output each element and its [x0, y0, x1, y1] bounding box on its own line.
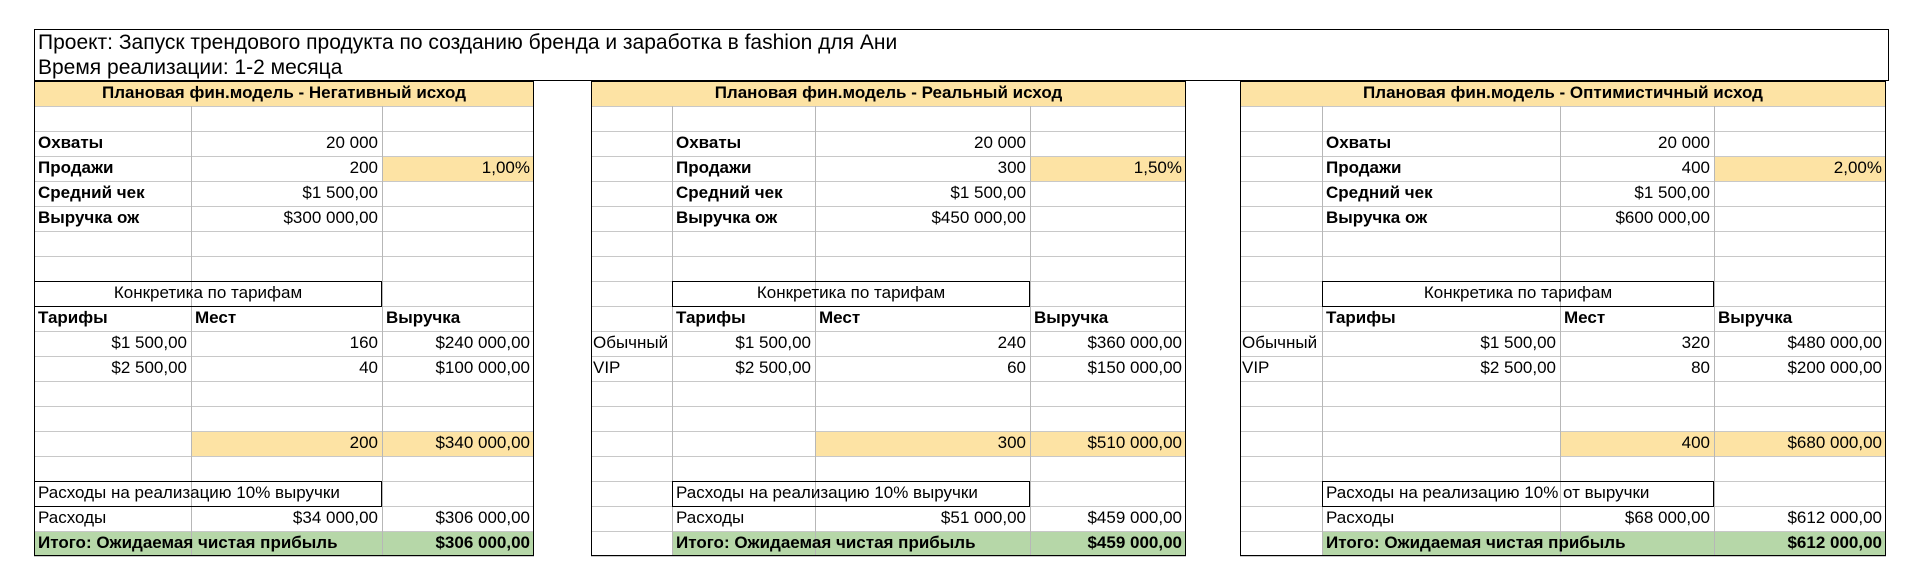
tariff-price[interactable]: $2 500,00: [1480, 358, 1556, 377]
tariffs-box-label[interactable]: Конкретика по тарифам: [756, 283, 946, 302]
col-header-seats[interactable]: Мест: [195, 308, 237, 327]
metric-label-revenue-exp[interactable]: Выручка ож: [676, 208, 778, 227]
after-expenses-value[interactable]: $306 000,00: [435, 508, 530, 527]
metric-value-revenue-exp[interactable]: $300 000,00: [283, 208, 378, 227]
total-seats[interactable]: 300: [997, 433, 1026, 452]
metric-value-sales[interactable]: 300: [997, 158, 1026, 177]
tariffs-box-label[interactable]: Конкретика по тарифам: [1423, 283, 1613, 302]
tariff-seats[interactable]: 240: [997, 333, 1026, 352]
metric-label-reach[interactable]: Охваты: [1326, 133, 1392, 152]
metric-label-reach[interactable]: Охваты: [676, 133, 742, 152]
profit-value[interactable]: $459 000,00: [1087, 533, 1182, 552]
col-header-tariffs[interactable]: Тарифы: [38, 308, 108, 327]
col-header-seats[interactable]: Мест: [1564, 308, 1606, 327]
profit-label[interactable]: Итого: Ожидаемая чистая прибыль: [1326, 533, 1626, 552]
total-seats[interactable]: 200: [349, 433, 378, 452]
metric-value-sales[interactable]: 400: [1681, 158, 1710, 177]
total-revenue[interactable]: $680 000,00: [1787, 433, 1882, 452]
total-seats[interactable]: 400: [1681, 433, 1710, 452]
tariff-name[interactable]: Обычный: [593, 333, 669, 352]
expenses-label[interactable]: Расходы: [676, 508, 745, 527]
metric-label-revenue-exp[interactable]: Выручка ож: [1326, 208, 1428, 227]
profit-label[interactable]: Итого: Ожидаемая чистая прибыль: [676, 533, 976, 552]
expenses-value[interactable]: $51 000,00: [940, 508, 1026, 527]
panel-header[interactable]: Плановая фин.модель - Негативный исход: [102, 83, 466, 102]
profit-value[interactable]: $306 000,00: [435, 533, 530, 552]
panel-header[interactable]: Плановая фин.модель - Оптимистичный исход: [1363, 83, 1763, 102]
col-header-tariffs[interactable]: Тарифы: [1326, 308, 1396, 327]
tariff-revenue[interactable]: $150 000,00: [1087, 358, 1182, 377]
total-revenue[interactable]: $340 000,00: [435, 433, 530, 452]
panel-header[interactable]: Плановая фин.модель - Реальный исход: [714, 83, 1063, 102]
tariff-price[interactable]: $1 500,00: [735, 333, 811, 352]
tariff-revenue[interactable]: $240 000,00: [435, 333, 530, 352]
metric-value-sales[interactable]: 200: [349, 158, 378, 177]
col-header-seats[interactable]: Мест: [819, 308, 861, 327]
tariff-seats[interactable]: 80: [1691, 358, 1710, 377]
after-expenses-value[interactable]: $612 000,00: [1787, 508, 1882, 527]
tariff-seats[interactable]: 320: [1681, 333, 1710, 352]
conversion-rate[interactable]: 2,00%: [1833, 158, 1882, 177]
grid-row-line: [34, 556, 534, 557]
tariff-revenue[interactable]: $480 000,00: [1787, 333, 1882, 352]
grid-row-line: [591, 556, 1186, 557]
expenses-box-label[interactable]: Расходы на реализацию 10% от выручки: [1326, 483, 1650, 502]
col-header-revenue[interactable]: Выручка: [1034, 308, 1109, 327]
project-title[interactable]: Проект: Запуск трендового продукта по созданию бренда и заработка в fashion для Ани: [38, 31, 898, 54]
tariff-name[interactable]: VIP: [593, 358, 621, 377]
col-header-revenue[interactable]: Выручка: [386, 308, 461, 327]
tariff-seats[interactable]: 60: [1007, 358, 1026, 377]
col-header-tariffs[interactable]: Тарифы: [676, 308, 746, 327]
metric-label-sales[interactable]: Продажи: [676, 158, 752, 177]
metric-label-avg-check[interactable]: Средний чек: [1326, 183, 1433, 202]
metric-value-avg-check[interactable]: $1 500,00: [1634, 183, 1710, 202]
expenses-value[interactable]: $34 000,00: [292, 508, 378, 527]
metric-value-avg-check[interactable]: $1 500,00: [950, 183, 1026, 202]
expenses-label[interactable]: Расходы: [1326, 508, 1395, 527]
expenses-value[interactable]: $68 000,00: [1624, 508, 1710, 527]
total-revenue[interactable]: $510 000,00: [1087, 433, 1182, 452]
tariff-price[interactable]: $1 500,00: [111, 333, 187, 352]
tariff-name[interactable]: VIP: [1242, 358, 1270, 377]
tariff-price[interactable]: $1 500,00: [1480, 333, 1556, 352]
tariffs-box-label[interactable]: Конкретика по тарифам: [113, 283, 303, 302]
metric-value-revenue-exp[interactable]: $600 000,00: [1615, 208, 1710, 227]
metric-label-sales[interactable]: Продажи: [38, 158, 114, 177]
grid-row-line: [1240, 556, 1886, 557]
col-header-revenue[interactable]: Выручка: [1718, 308, 1793, 327]
tariff-revenue[interactable]: $100 000,00: [435, 358, 530, 377]
profit-label[interactable]: Итого: Ожидаемая чистая прибыль: [38, 533, 338, 552]
tariff-revenue[interactable]: $200 000,00: [1787, 358, 1882, 377]
tariff-revenue[interactable]: $360 000,00: [1087, 333, 1182, 352]
expenses-box-label[interactable]: Расходы на реализацию 10% выручки: [38, 483, 340, 502]
metric-value-reach[interactable]: 20 000: [1658, 133, 1710, 152]
metric-value-reach[interactable]: 20 000: [974, 133, 1026, 152]
metric-value-avg-check[interactable]: $1 500,00: [302, 183, 378, 202]
metric-label-sales[interactable]: Продажи: [1326, 158, 1402, 177]
tariff-name[interactable]: Обычный: [1242, 333, 1318, 352]
tariff-price[interactable]: $2 500,00: [735, 358, 811, 377]
tariff-price[interactable]: $2 500,00: [111, 358, 187, 377]
tariff-seats[interactable]: 40: [359, 358, 378, 377]
expenses-label[interactable]: Расходы: [38, 508, 107, 527]
after-expenses-value[interactable]: $459 000,00: [1087, 508, 1182, 527]
project-duration[interactable]: Время реализации: 1-2 месяца: [38, 56, 343, 79]
expenses-box-label[interactable]: Расходы на реализацию 10% выручки: [676, 483, 978, 502]
metric-value-reach[interactable]: 20 000: [326, 133, 378, 152]
metric-value-revenue-exp[interactable]: $450 000,00: [931, 208, 1026, 227]
metric-label-avg-check[interactable]: Средний чек: [676, 183, 783, 202]
conversion-rate[interactable]: 1,50%: [1133, 158, 1182, 177]
metric-label-avg-check[interactable]: Средний чек: [38, 183, 145, 202]
metric-label-reach[interactable]: Охваты: [38, 133, 104, 152]
tariff-seats[interactable]: 160: [349, 333, 378, 352]
profit-value[interactable]: $612 000,00: [1787, 533, 1882, 552]
metric-label-revenue-exp[interactable]: Выручка ож: [38, 208, 140, 227]
conversion-rate[interactable]: 1,00%: [481, 158, 530, 177]
